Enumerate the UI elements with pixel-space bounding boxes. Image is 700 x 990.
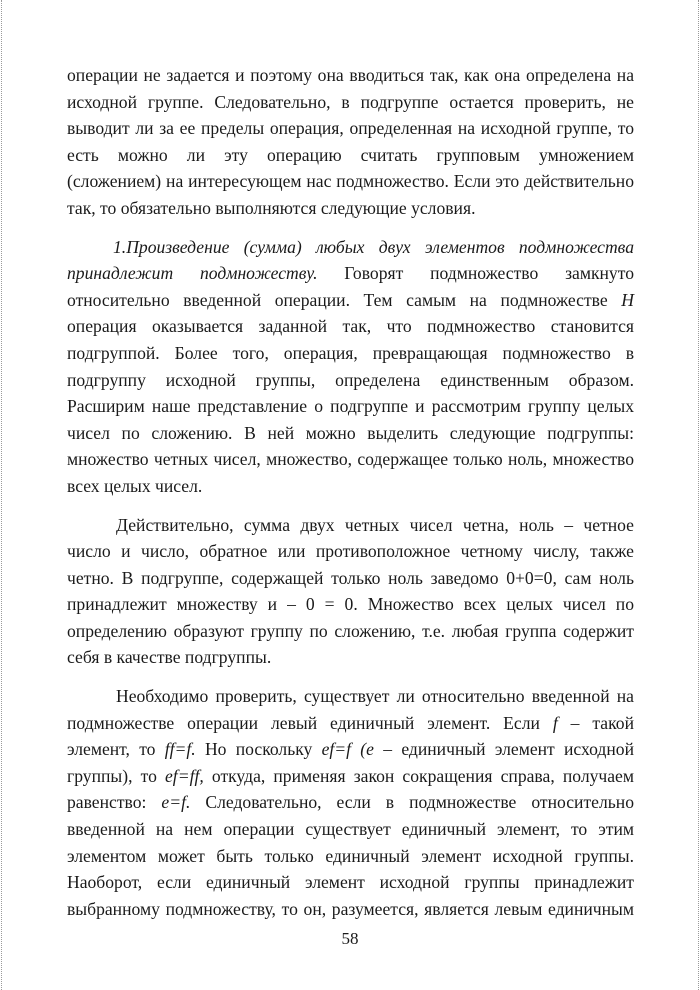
body-text <box>67 62 634 922</box>
text-fragment: равенство: <box>67 792 162 813</box>
text-fragment: группы), то <box>67 765 165 786</box>
variable-f: f <box>552 712 558 733</box>
text-line: Расширим наше представление о подгруппе и рассмотрим группу целых <box>67 396 634 417</box>
formula-e-f: e=f. <box>161 792 191 813</box>
text-line: четно. В подгруппе, содержащей только ноль заведомо 0+0=0, сам ноль <box>67 567 634 588</box>
text-fragment: откуда, применяя закон сокращения справа, получаем <box>203 765 634 786</box>
text-line: исходной группе. Следовательно, в подгруппе остается проверить, не <box>67 91 634 112</box>
paragraph-1 <box>67 62 634 222</box>
formula-ff: ff=f. <box>164 739 196 760</box>
text-line: всех целых чисел. <box>67 475 203 496</box>
text-line: введенной на нем операции существует единичный элемент, то этим <box>67 819 634 840</box>
paragraph-3 <box>67 512 634 672</box>
text-line: относительно введенной операции. Тем самым на подмножестве <box>67 289 608 310</box>
text-fragment: – такой <box>557 712 634 733</box>
text-line: операции не задается и поэтому она вводиться так, как она определена на <box>67 65 634 85</box>
paragraph-4 <box>67 683 634 922</box>
text-line: подгруппой. Более того, операция, превращающая подмножество в <box>67 342 634 363</box>
text-line: принадлежит множеству и – 0 = 0. Множество всех целых чисел по <box>67 594 634 615</box>
variable-h: H <box>621 289 635 310</box>
text-fragment: – единичный элемент исходной <box>373 739 634 760</box>
text-line: число и число, обратное или противоположное четному числу, также <box>67 541 634 562</box>
text-fragment: Но поскольку <box>195 739 322 760</box>
left-dotted-edge <box>1 0 2 990</box>
text-line: множество четных чисел, множество, содержащее только ноль, множество <box>67 449 634 470</box>
text-line: Необходимо проверить, существует ли относительно введенной на <box>116 686 634 707</box>
text-line: выводит ли за ее пределы операция, определенная на исходной группе, то <box>67 118 634 139</box>
italic-statement-line-1: Произведение (сумма) любых двух элементов подмножества <box>126 236 634 257</box>
text-line: (сложением) на интересующем нас подмножество. Если это действительно <box>67 171 634 192</box>
text-line: операция оказывается заданной так, что подмножество становится <box>67 316 634 337</box>
item-number: 1. <box>113 236 127 257</box>
right-dotted-edge <box>698 0 699 990</box>
text-line: так, то обязательно выполняются следующие условия. <box>67 197 476 218</box>
text-line: Говорят подмножество замкнуто <box>317 263 634 284</box>
formula-ef-ff: ef=ff, <box>165 765 204 786</box>
text-line: элементом может быть только единичный элемент исходной группы. <box>67 845 634 866</box>
text-line: чисел по сложению. В ней можно выделить следующие подгруппы: <box>67 422 634 443</box>
text-line: выбранному подмножеству, то он, разумеется, является левым единичным <box>67 898 634 919</box>
text-fragment: элемент, то <box>67 739 165 760</box>
formula-ef: ef=f (e <box>321 739 374 760</box>
text-line: есть можно ли эту операцию считать групповым умножением <box>67 144 634 165</box>
page-number: 58 <box>341 929 359 948</box>
text-line: Наоборот, если единичный элемент исходной группы принадлежит <box>67 872 634 893</box>
paragraph-2 <box>67 234 634 500</box>
italic-statement-line-2: принадлежит подмножеству. <box>67 263 318 284</box>
text-line: определению образуют группу по сложению, т.е. любая группа содержит <box>67 620 634 641</box>
text-line: Действительно, сумма двух четных чисел четна, ноль – четное <box>116 514 634 535</box>
text-fragment: Следовательно, если в подмножестве относительно <box>190 792 634 813</box>
text-fragment: подмножестве операции левый единичный элемент. Если <box>67 712 553 733</box>
text-line: подгруппу исходной группы, определена единственным образом. <box>67 369 634 390</box>
text-line: себя в качестве подгруппы. <box>67 647 272 668</box>
